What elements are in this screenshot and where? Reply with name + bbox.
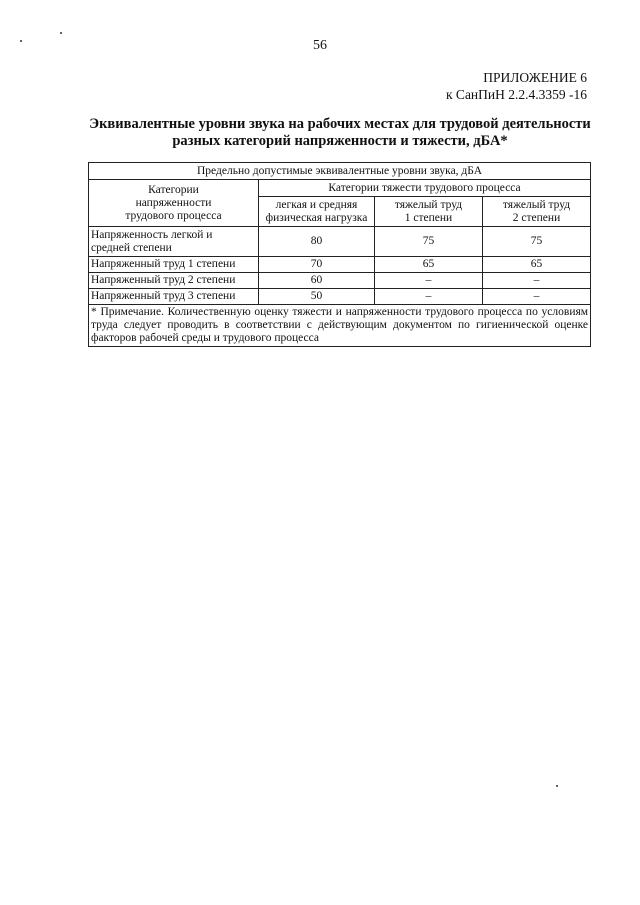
title-line-1: Эквивалентные уровни звука на рабочих местах для трудовой деятельности	[89, 116, 591, 132]
table-cell: –	[375, 273, 483, 289]
title-line-2: разных категорий напряженности и тяжести, дБА*	[172, 133, 508, 149]
table-cell: 75	[375, 227, 483, 257]
row-label: Напряженный труд 2 степени	[89, 273, 259, 289]
table-row	[89, 227, 591, 257]
appendix-document: к СанПиН 2.2.4.3359 -16	[446, 87, 587, 102]
table-cell: 75	[483, 227, 591, 257]
table-cell: 65	[483, 257, 591, 273]
row-label: Напряженность легкой и средней степени	[89, 227, 259, 257]
row-category-header: Категории напряженности трудового процесса	[89, 180, 259, 227]
column-group-header: Категории тяжести трудового процесса	[259, 180, 591, 197]
column-header: тяжелый труд 2 степени	[483, 197, 591, 227]
column-header: тяжелый труд 1 степени	[375, 197, 483, 227]
table-footnote: * Примечание. Количественную оценку тяжести и напряженности трудового процесса по условиям труда следует проводить в соответствии с действующим документом по гигиенической оценке факторов рабочей среды и трудового процесса	[89, 305, 591, 347]
table-note-row	[89, 305, 591, 347]
table-cell: 50	[259, 289, 375, 305]
table-top-header: Предельно допустимые эквивалентные уровни звука, дБА	[89, 163, 591, 180]
scan-speck	[60, 32, 62, 34]
page-number: 56	[313, 38, 327, 53]
row-label: Напряженный труд 1 степени	[89, 257, 259, 273]
column-header: легкая и средняя физическая нагрузка	[259, 197, 375, 227]
table-header-row	[89, 163, 591, 180]
table-cell: 80	[259, 227, 375, 257]
table-cell: 70	[259, 257, 375, 273]
table-row	[89, 273, 591, 289]
table-cell: –	[375, 289, 483, 305]
appendix-reference	[287, 69, 587, 103]
document-title	[60, 116, 620, 150]
scan-speck	[556, 785, 558, 787]
noise-levels-table	[88, 162, 591, 347]
table-row	[89, 257, 591, 273]
table-cell: 60	[259, 273, 375, 289]
table-row	[89, 289, 591, 305]
table-cell: –	[483, 273, 591, 289]
row-label: Напряженный труд 3 степени	[89, 289, 259, 305]
appendix-label: ПРИЛОЖЕНИЕ 6	[483, 70, 587, 85]
table-header-row	[89, 180, 591, 197]
table-cell: –	[483, 289, 591, 305]
table-cell: 65	[375, 257, 483, 273]
